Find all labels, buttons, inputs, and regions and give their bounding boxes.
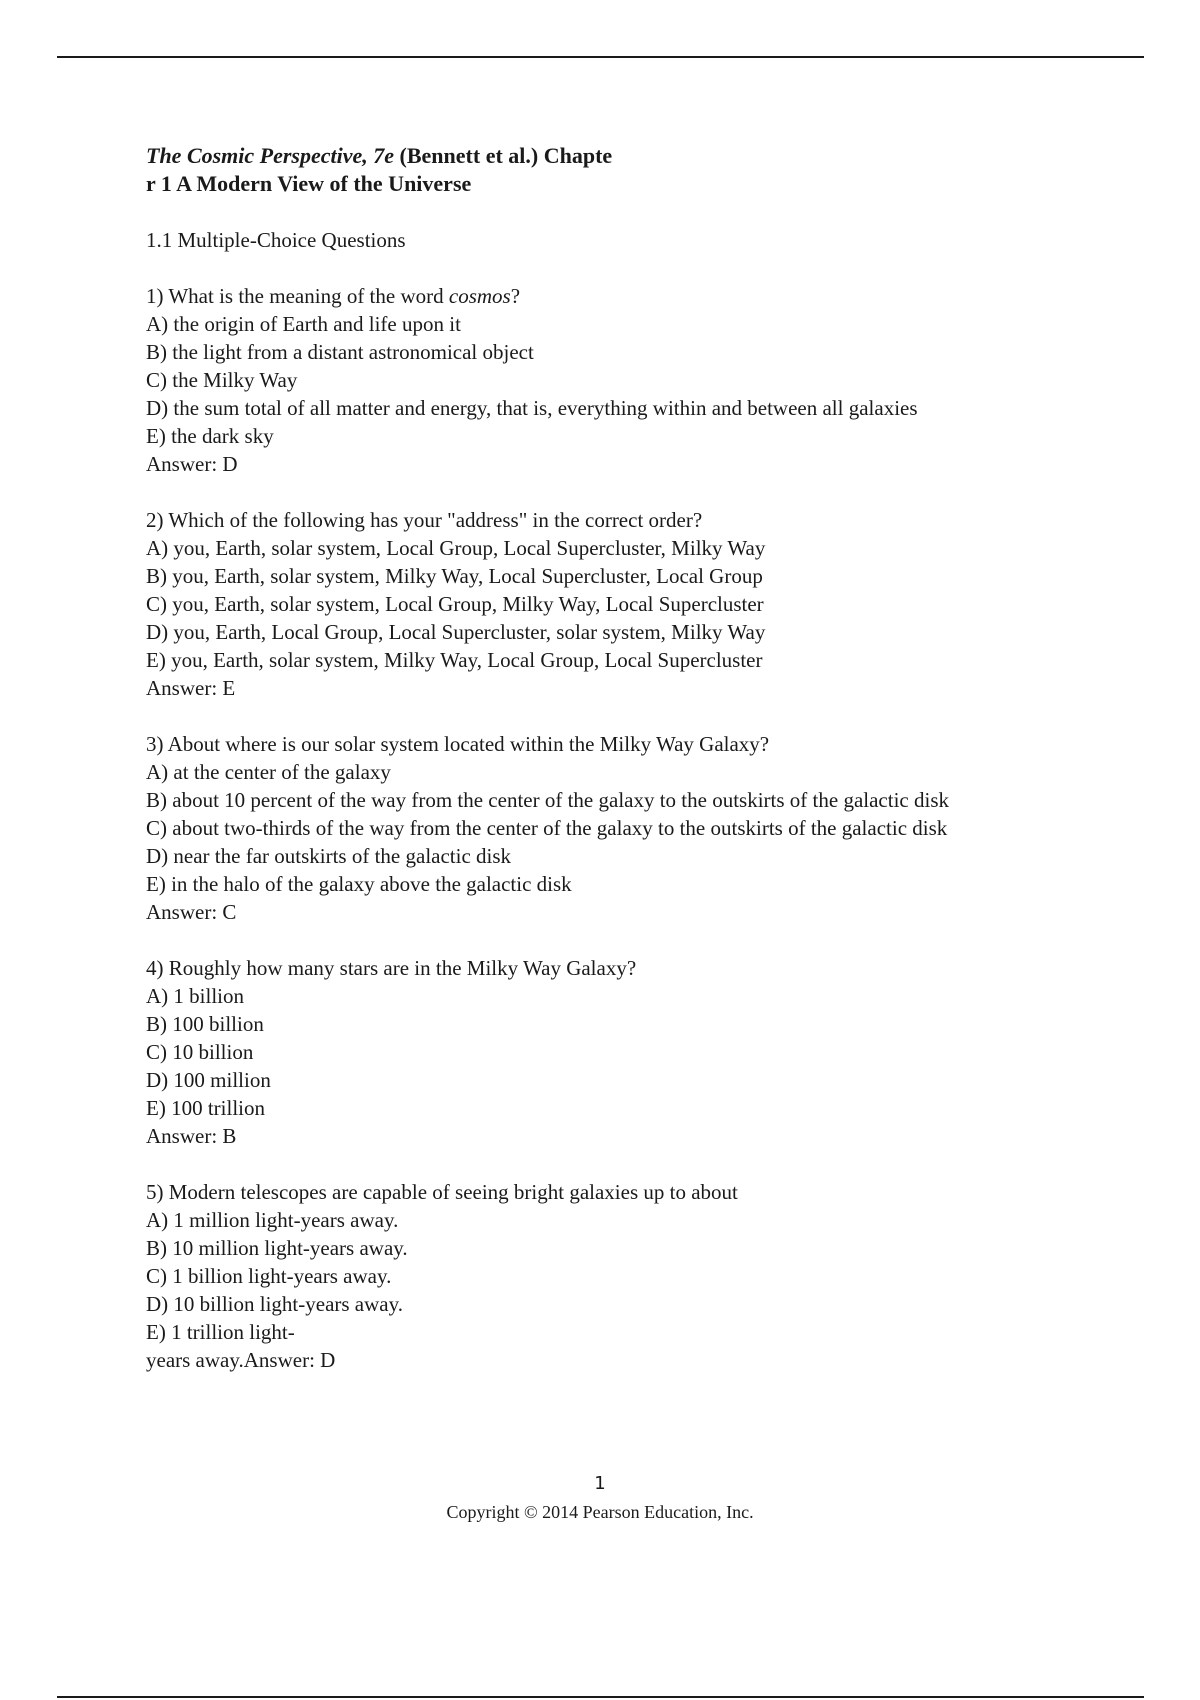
question-stem: 1) What is the meaning of the word cosmos? [146,284,521,308]
option-e: E) 1 trillion light- [146,1320,295,1344]
option-e: E) you, Earth, solar system, Milky Way, Local Group, Local Supercluster [146,648,763,672]
question-4 [146,954,1106,1150]
option-c: C) you, Earth, solar system, Local Group, Milky Way, Local Supercluster [146,592,764,616]
question-stem: 4) Roughly how many stars are in the Milky Way Galaxy? [146,956,637,980]
copyright-notice: Copyright © 2014 Pearson Education, Inc. [446,1502,754,1522]
answer: years away.Answer: D [146,1348,336,1372]
question-2 [146,506,1106,702]
document-title [146,142,1106,198]
option-c: C) about two-thirds of the way from the center of the galaxy to the outskirts of the galactic disk [146,816,948,840]
option-c: C) 10 billion [146,1040,254,1064]
option-d: D) near the far outskirts of the galactic disk [146,844,512,868]
option-b: B) 10 million light-years away. [146,1236,408,1260]
answer: Answer: E [146,676,236,700]
option-b: B) the light from a distant astronomical object [146,340,534,364]
option-e: E) in the halo of the galaxy above the galactic disk [146,872,572,896]
option-e: E) the dark sky [146,424,274,448]
question-stem: 3) About where is our solar system located within the Milky Way Galaxy? [146,732,770,756]
document-body [146,142,1106,1374]
option-a: A) the origin of Earth and life upon it [146,312,461,336]
question-stem: 5) Modern telescopes are capable of seeing bright galaxies up to about [146,1180,738,1204]
book-title: The Cosmic Perspective, 7e [146,143,395,168]
answer: Answer: C [146,900,237,924]
question-1 [146,282,1106,478]
question-3 [146,730,1106,926]
top-rule [57,56,1144,58]
section-heading: 1.1 Multiple-Choice Questions [146,228,406,252]
title-authors-chapter: (Bennett et al.) Chapte [394,143,613,168]
question-5 [146,1178,1106,1374]
option-a: A) you, Earth, solar system, Local Group, Local Supercluster, Milky Way [146,536,766,560]
option-b: B) about 10 percent of the way from the center of the galaxy to the outskirts of the galactic disk [146,788,949,812]
page-number: 1 [594,1473,606,1494]
answer: Answer: D [146,452,238,476]
option-c: C) the Milky Way [146,368,298,392]
option-a: A) 1 million light-years away. [146,1208,399,1232]
option-d: D) you, Earth, Local Group, Local Supercluster, solar system, Milky Way [146,620,766,644]
option-a: A) 1 billion [146,984,244,1008]
option-a: A) at the center of the galaxy [146,760,391,784]
option-d: D) 10 billion light-years away. [146,1292,403,1316]
option-d: D) 100 million [146,1068,271,1092]
question-stem: 2) Which of the following has your "address" in the correct order? [146,508,703,532]
chapter-title: r 1 A Modern View of the Universe [146,171,472,196]
answer: Answer: B [146,1124,237,1148]
option-b: B) 100 billion [146,1012,264,1036]
option-c: C) 1 billion light-years away. [146,1264,392,1288]
option-b: B) you, Earth, solar system, Milky Way, Local Supercluster, Local Group [146,564,763,588]
option-e: E) 100 trillion [146,1096,265,1120]
option-d: D) the sum total of all matter and energy, that is, everything within and between all galaxies [146,396,918,420]
bottom-rule [57,1696,1144,1698]
